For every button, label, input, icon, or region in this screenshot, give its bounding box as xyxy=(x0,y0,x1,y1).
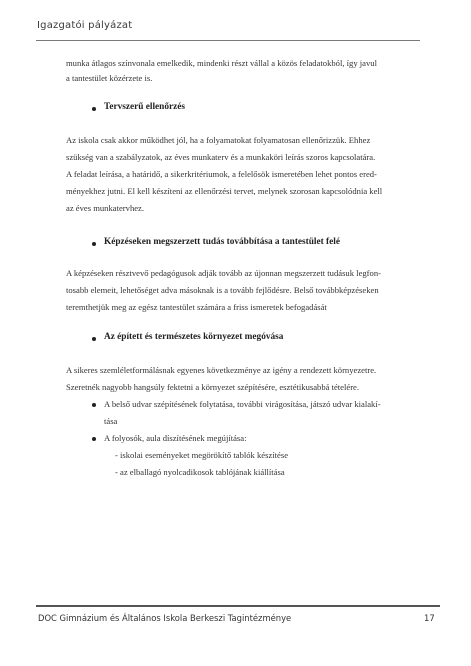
section-heading-text: Tervszerű ellenőrzés xyxy=(104,102,185,112)
bullet-icon xyxy=(92,403,96,407)
paragraph-line: Szeretnék nagyobb hangsúly fektetni a környezet szépítésére, esztétikusabbá tételére. xyxy=(66,382,360,392)
paragraph-line: A képzéseken résztvevő pedagógusok adják tovább az újonnan megszerzett tudásuk legfon- xyxy=(66,268,381,278)
paragraph-line: Az iskola csak akkor működhet jól, ha a folyamatokat folyamatosan ellenőrizzük. Ehhez xyxy=(66,135,371,145)
sub-list-item: - iskolai eseményeket megörökítő tablók készítése xyxy=(115,450,289,460)
list-item-line: tása xyxy=(104,416,118,426)
bullet-icon xyxy=(92,242,96,246)
footer-school-name: DOC Gimnázium és Általános Iskola Berkeszi Tagintézménye xyxy=(38,613,292,623)
header-divider xyxy=(36,40,420,41)
intro-line: a tantestület közérzete is. xyxy=(66,73,153,83)
list-item-line: A belső udvar szépítésének folytatása, további virágosítása, játszó udvar kialakí- xyxy=(104,399,381,409)
footer-divider xyxy=(36,605,440,607)
bullet-icon xyxy=(92,337,96,341)
bullet-icon xyxy=(92,437,96,441)
paragraph-line: tosabb elemeit, lehetőséget adva másoknak is a tovább fejlődésre. Belső továbbképzéseken xyxy=(66,285,379,295)
paragraph-line: az éves munkatervhez. xyxy=(66,203,145,213)
section-heading-text: Az épített és természetes környezet megóvása xyxy=(104,332,284,342)
list-item-line: A folyosók, aula díszítésének megújítása: xyxy=(104,433,247,443)
section-heading-text: Képzéseken megszerzett tudás továbbítása a tantestület felé xyxy=(104,237,340,247)
sub-list-item: - az elballagó nyolcadikosok tablójának kiállítása xyxy=(115,467,285,477)
paragraph-line: ményekhez jutni. El kell készíteni az ellenőrzési tervet, melynek szorosan kapcsolódnia kell xyxy=(66,186,383,196)
paragraph-line: teremthetjük meg az egész tantestület számára a friss ismeretek befogadását xyxy=(66,302,327,312)
paragraph-line: szükség van a szabályzatok, az éves munkaterv és a munkaköri leírás szoros kapcsolatára. xyxy=(66,152,376,162)
header-title: Igazgatói pályázat xyxy=(37,20,133,31)
bullet-icon xyxy=(92,107,96,111)
intro-line: munka átlagos színvonala emelkedik, mindenki részt vállal a közös feladatokból, így javul xyxy=(66,58,377,68)
paragraph-line: A sikeres szemléletformálásnak egyenes következménye az igény a rendezett környezetre. xyxy=(66,365,377,375)
paragraph-line: A feladat leírása, a határidő, a sikerkritériumok, a felelősök ismeretében lehet pontos ered- xyxy=(66,169,377,179)
page-number: 17 xyxy=(424,613,435,623)
